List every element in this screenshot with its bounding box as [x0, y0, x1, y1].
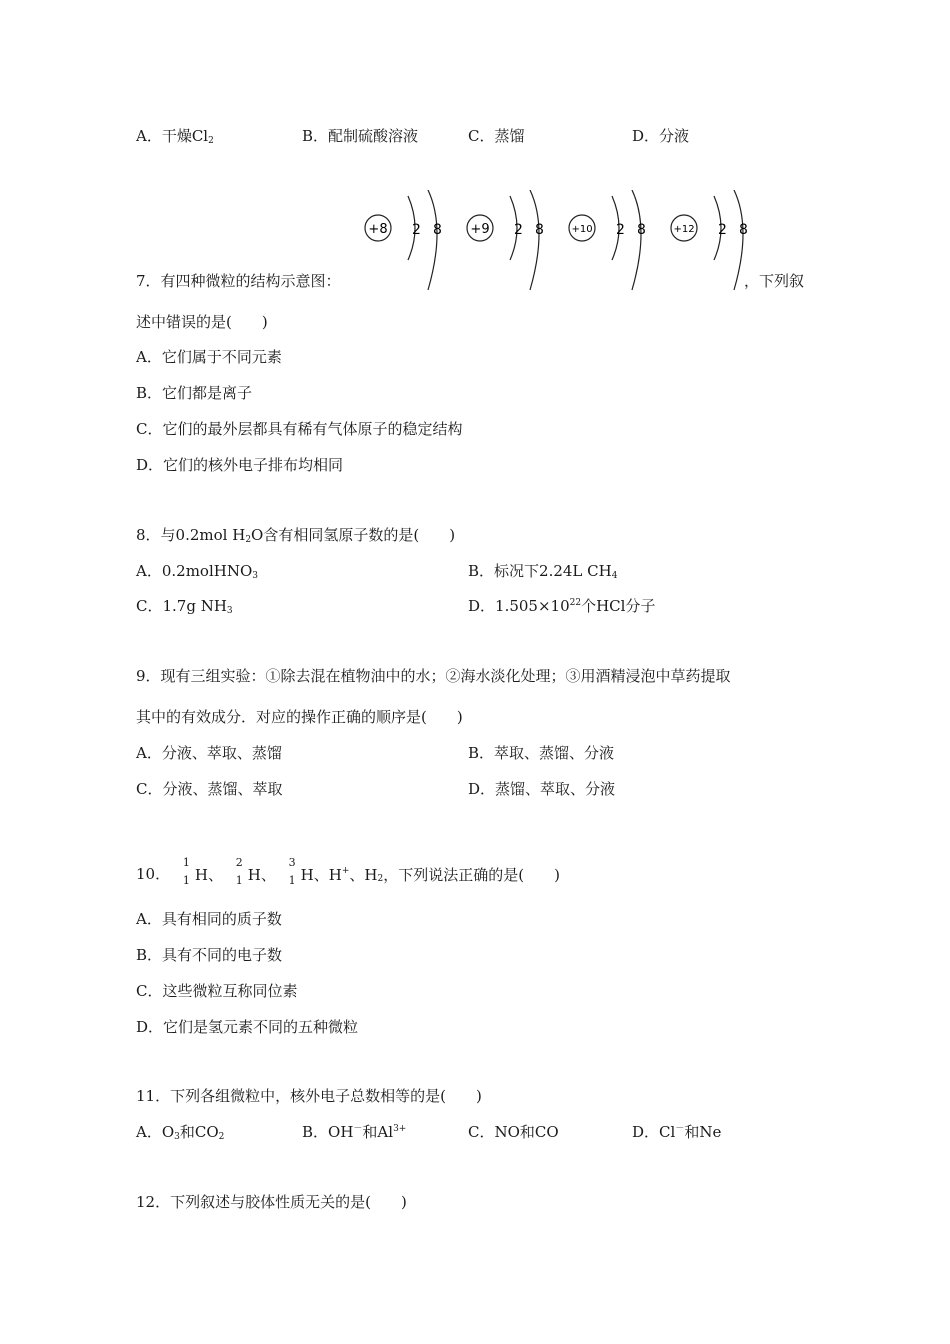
atom-diagram-2 [467, 190, 544, 290]
q10-option-a: A．具有相同的质子数 [136, 910, 282, 928]
shell-electrons-2: 8 [535, 222, 544, 238]
q6-option-c: C．蒸馏 [468, 127, 525, 145]
nucleus-charge: +9 [470, 222, 490, 237]
shell-electrons-2: 8 [637, 222, 646, 238]
q7-stem-lead: 7．有四种微粒的结构示意图： [136, 272, 341, 290]
electron-shell [632, 190, 641, 290]
q8-option-d: D．$1.505\times 10^{22}$个HCl分子 [468, 597, 656, 615]
shell-electrons-1: 2 [514, 222, 523, 238]
q9-option-a: A．分液、萃取、蒸馏 [136, 744, 282, 762]
isotope-notation: 3 1 [288, 856, 296, 887]
shell-electrons-1: 2 [412, 222, 421, 238]
q8-option-c: C．1.7g $NH_3$ [136, 597, 233, 616]
q10-option-d: D．它们是氢元素不同的五种微粒 [136, 1018, 359, 1036]
q9-stem-line2: 其中的有效成分．对应的操作正确的顺序是( ) [136, 708, 463, 726]
q9-option-d: D．蒸馏、萃取、分液 [468, 780, 616, 798]
q6-option-b: B．配制硫酸溶液 [302, 127, 419, 145]
shell-electrons-1: 2 [718, 222, 727, 238]
shell-electrons-2: 8 [739, 222, 748, 238]
q9-option-c: C．分液、蒸馏、萃取 [136, 780, 283, 798]
isotope-notation: 2 1 [235, 856, 243, 887]
q7-option-a: A．它们属于不同元素 [136, 348, 282, 366]
q11-option-c: C．NO和CO [468, 1123, 559, 1141]
nucleus-charge: +12 [673, 224, 695, 235]
q7-option-d: D．它们的核外电子排布均相同 [136, 456, 344, 474]
q7-stem-tail: ，下列叙 [744, 272, 805, 290]
q11-option-d: D．Cl－和Ne [632, 1123, 722, 1141]
electron-shell [530, 190, 539, 290]
q7-option-b: B．它们都是离子 [136, 384, 253, 402]
shell-electrons-1: 2 [616, 222, 625, 238]
q12-stem: 12．下列叙述与胶体性质无关的是( ) [136, 1193, 407, 1211]
q10-option-c: C．这些微粒互称同位素 [136, 982, 298, 1000]
q9-option-b: B．萃取、蒸馏、分液 [468, 744, 615, 762]
q10-stem: 10． 1 1 H、 2 1 H、 3 1 H、H+、$H_2$，下列说法正确的是( ) [136, 860, 560, 890]
atom-diagram-3 [569, 190, 646, 290]
atom-diagram-1 [365, 190, 442, 290]
q7-option-c: C．它们的最外层都具有稀有气体原子的稳定结构 [136, 420, 463, 438]
atomic-structure-diagrams [360, 190, 760, 294]
q11-stem: 11．下列各组微粒中，核外电子总数相等的是( ) [136, 1087, 482, 1105]
q7-stem-line2: 述中错误的是( ) [136, 313, 268, 331]
isotope-notation: 1 1 [182, 856, 190, 887]
q11-option-a: A．$O_3$和$CO_2$ [136, 1123, 225, 1142]
q6-option-d: D．分液 [632, 127, 690, 145]
q8-option-b: B．标况下2.24L $CH_4$ [468, 562, 618, 581]
shell-electrons-2: 8 [433, 222, 442, 238]
q11-option-b: B．OH－和$Al^{3+}$ [302, 1123, 407, 1141]
atom-diagram-4 [671, 190, 748, 290]
electron-shell [428, 190, 437, 290]
nucleus-charge: +8 [368, 222, 388, 237]
q10-option-b: B．具有不同的电子数 [136, 946, 283, 964]
electron-shell [734, 190, 743, 290]
nucleus-charge: +10 [571, 224, 593, 235]
q6-option-a: A．干燥$Cl_2$ [136, 127, 214, 146]
q9-stem-line1: 9．现有三组实验：①除去混在植物油中的水；②海水淡化处理；③用酒精浸泡中草药提取 [136, 667, 731, 685]
q8-option-a: A．0.2molHNO$_3$ [136, 562, 258, 581]
q8-stem: 8．与0.2mol $H_2O$含有相同氢原子数的是( ) [136, 526, 456, 545]
